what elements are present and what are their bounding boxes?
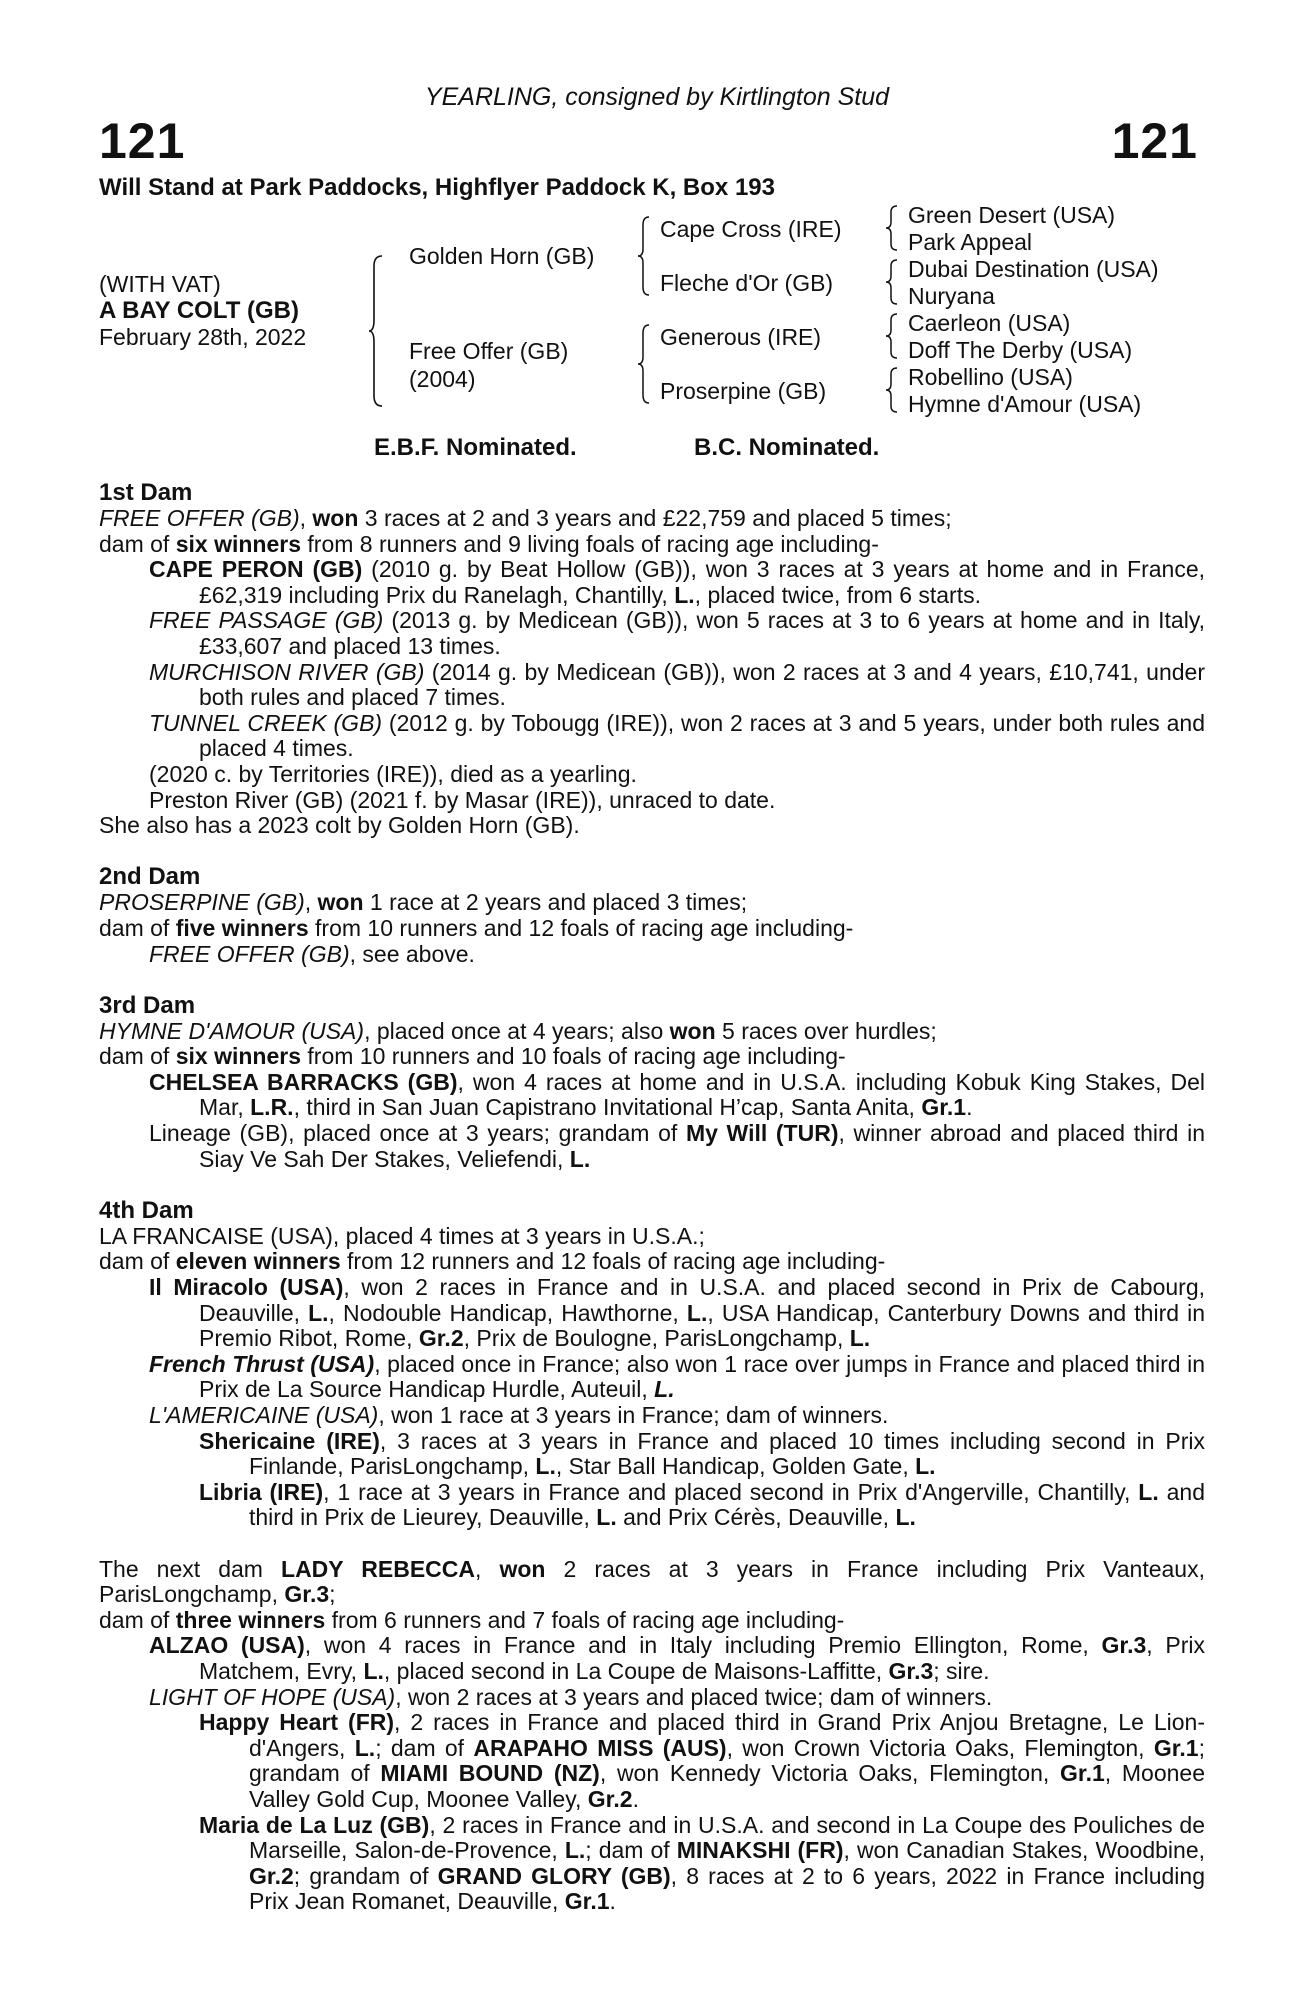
text: 5 races over hurdles; xyxy=(715,1017,937,1044)
text: , Moonee Valley Gold Cup, Moonee Valley, xyxy=(249,1760,1205,1812)
pedigree-ggp-1: Green Desert (USA) xyxy=(908,202,1116,228)
offspring-entry xyxy=(99,942,1205,968)
text: , third in San Juan Capistrano Invitational H’cap, Santa Anita, xyxy=(293,1094,922,1121)
text: L. xyxy=(596,1504,617,1531)
text: MIAMI BOUND (NZ) xyxy=(380,1760,600,1787)
text: . xyxy=(632,1785,639,1812)
dam-name: PROSERPINE (GB) xyxy=(99,889,305,916)
lot-number-right: 121 xyxy=(1111,113,1198,169)
offspring-entry xyxy=(99,608,1205,659)
pedigree-ggp-4: Nuryana xyxy=(908,283,995,309)
text: (2010 g. by Beat Hollow (GB)), won 3 races at 3 years at home and in France, £62,319 including Prix du Ranelagh, Chantilly, xyxy=(199,556,1205,608)
also-note: She also has a 2023 colt by Golden Horn (GB). xyxy=(99,812,580,839)
text: Gr.1 xyxy=(921,1094,967,1121)
text: won xyxy=(669,1017,716,1044)
text: L. xyxy=(654,1376,675,1403)
text: Gr.2 xyxy=(418,1325,464,1352)
text: won xyxy=(317,889,364,916)
text: ARAPAHO MISS (AUS) xyxy=(473,1734,727,1761)
text: ; dam of xyxy=(585,1837,677,1864)
horse-name: A BAY COLT (GB) xyxy=(99,297,300,324)
offspring-entry: Preston River (GB) (2021 f. by Masar (IRE)), unraced to date. xyxy=(149,786,776,813)
text: , won Canadian Stakes, Woodbine, xyxy=(843,1837,1206,1864)
offspring-name: ALZAO (USA) xyxy=(149,1632,305,1659)
text: , Prix Matchem, Evry, xyxy=(199,1632,1205,1684)
offspring-name: Libria (IRE) xyxy=(199,1478,324,1505)
offspring-name: Maria de La Luz (GB) xyxy=(199,1811,430,1838)
offspring-name: Happy Heart (FR) xyxy=(199,1709,395,1736)
text: from 8 runners and 9 living foals of racing age including- xyxy=(301,530,879,557)
text: from 10 runners and 12 foals of racing age including- xyxy=(308,914,854,941)
pedigree-sire-dam: Fleche d'Or (GB) xyxy=(660,270,834,296)
pedigree-brace-icon xyxy=(368,254,384,408)
offspring-name: CHELSEA BARRACKS (GB) xyxy=(149,1068,458,1095)
sire-brace-icon xyxy=(637,215,651,297)
text: ; grandam of xyxy=(293,1862,438,1889)
text: L. xyxy=(849,1325,871,1352)
text: , winner abroad and placed third in Siay Ve Sah Der Stakes, Veliefendi, xyxy=(199,1120,1206,1172)
text: L. xyxy=(308,1299,329,1326)
offspring-name: LIGHT OF HOPE (USA) xyxy=(149,1683,396,1710)
winners-count: six winners xyxy=(175,1043,301,1070)
pedigree-dam-dam: Proserpine (GB) xyxy=(660,378,827,404)
text: , won 4 races in France and in Italy including Premio Ellington, Rome, xyxy=(304,1632,1102,1659)
brace-icon xyxy=(885,366,899,414)
text: , Star Ball Handicap, Golden Gate, xyxy=(555,1453,916,1480)
pedigree-sire: Golden Horn (GB) xyxy=(409,243,595,269)
text: Gr.3 xyxy=(888,1657,934,1684)
text: 2 races at 3 years in France including Prix Vanteaux, ParisLongchamp, xyxy=(99,1555,1205,1608)
pedigree-ggp-5: Caerleon (USA) xyxy=(908,310,1071,336)
text: , Prix de Boulogne, ParisLongchamp, xyxy=(463,1325,850,1352)
text: and third in Prix de Lieurey, Deauville, xyxy=(249,1478,1206,1531)
first-dam-heading: 1st Dam xyxy=(99,479,193,506)
offspring-entry xyxy=(99,1633,1205,1684)
text: , 8 races at 2 to 6 years, 2022 in France including Prix Jean Romanet, Deauville, xyxy=(249,1862,1205,1915)
dam-brace-icon xyxy=(637,323,651,405)
text: 1 race at 2 years and placed 3 times; xyxy=(363,889,748,916)
text: L.R. xyxy=(250,1094,294,1121)
text: , won Crown Victoria Oaks, Flemington, xyxy=(726,1734,1154,1761)
offspring-entry xyxy=(99,557,1205,608)
grand-offspring-entry xyxy=(99,1429,1205,1480)
pedigree-ggp-2: Park Appeal xyxy=(908,229,1033,255)
brace-icon xyxy=(885,204,899,252)
text: L. xyxy=(564,1837,586,1864)
text: (2014 g. by Medicean (GB)), won 2 races at 3 and 4 years, £10,741, under both rules and placed 7 times. xyxy=(199,658,1206,711)
winners-count: six winners xyxy=(175,530,301,557)
offspring-entry xyxy=(99,1070,1205,1121)
grand-offspring-entry xyxy=(99,1480,1205,1531)
stabling-location: Will Stand at Park Paddocks, Highflyer Paddock K, Box 193 xyxy=(99,174,775,201)
text: , won 4 races at home and in U.S.A. including Kobuk King Stakes, Del Mar, xyxy=(199,1068,1205,1121)
text: , see above. xyxy=(349,940,475,967)
text: from 10 runners and 10 foals of racing age including- xyxy=(301,1043,846,1070)
text: Gr.3 xyxy=(284,1581,330,1608)
pedigree-dam-year: (2004) xyxy=(409,366,476,392)
second-dam-section xyxy=(99,864,1205,967)
pedigree-ggp-8: Hymne d'Amour (USA) xyxy=(908,391,1142,417)
vat-note: (WITH VAT) xyxy=(99,271,221,297)
offspring-name: My Will (TUR) xyxy=(685,1120,839,1147)
text: L. xyxy=(569,1145,591,1172)
pedigree-dam: Free Offer (GB) xyxy=(409,338,569,364)
text: L. xyxy=(535,1453,556,1480)
text: Gr.1 xyxy=(1060,1760,1105,1787)
offspring-entry xyxy=(99,1121,1205,1172)
text: ; dam of xyxy=(375,1734,474,1761)
brace-icon xyxy=(885,312,899,360)
text: , 1 race at 3 years in France and placed second in Prix d'Angerville, Chantilly, xyxy=(323,1478,1139,1505)
text: , Nodouble Handicap, Hawthorne, xyxy=(328,1299,687,1326)
text: ; sire. xyxy=(933,1657,990,1684)
text: L. xyxy=(686,1299,708,1326)
text: , placed second in La Coupe de Maisons-Laffitte, xyxy=(383,1657,889,1684)
text: dam of xyxy=(99,1606,176,1633)
foaling-date: February 28th, 2022 xyxy=(99,324,307,350)
consignor-subtitle: YEARLING, consigned by Kirtlington Stud xyxy=(424,83,890,111)
catalogue-body xyxy=(99,480,1205,1915)
dam-name: FREE OFFER (GB) xyxy=(99,505,300,531)
first-dam-section xyxy=(99,480,1205,839)
text: Gr.2 xyxy=(587,1785,633,1812)
text: , won 1 race at 3 years in France; dam of winners. xyxy=(378,1402,889,1428)
text: , xyxy=(299,505,313,531)
winners-count: five winners xyxy=(175,914,309,941)
text: , placed twice, from 6 starts. xyxy=(694,581,981,608)
winners-count: three winners xyxy=(175,1606,326,1633)
offspring-name: FREE PASSAGE (GB) xyxy=(149,607,384,634)
pedigree-ggp-7: Robellino (USA) xyxy=(908,364,1073,390)
text: Gr.1 xyxy=(564,1888,610,1915)
text: ; grandam of xyxy=(249,1734,1205,1787)
offspring-name: L'AMERICAINE (USA) xyxy=(149,1402,379,1428)
text: and Prix Cérès, Deauville, xyxy=(616,1504,896,1531)
offspring-name: MURCHISON RIVER (GB) xyxy=(149,658,425,685)
text: , xyxy=(475,1555,500,1582)
text: . xyxy=(609,1888,616,1915)
offspring-name: CAPE PERON (GB) xyxy=(149,556,363,583)
offspring-entry xyxy=(99,1685,1205,1711)
third-dam-section xyxy=(99,993,1205,1173)
offspring-entry: (2020 c. by Territories (IRE)), died as a yearling. xyxy=(149,760,637,787)
dam-name: LADY REBECCA xyxy=(281,1555,475,1582)
text: Gr.1 xyxy=(1153,1734,1199,1761)
next-dam-section xyxy=(99,1557,1205,1915)
offspring-name: TUNNEL CREEK (GB) xyxy=(149,709,383,736)
text: won xyxy=(312,505,359,531)
fourth-dam-section xyxy=(99,1198,1205,1531)
text: GRAND GLORY (GB) xyxy=(437,1862,671,1889)
text: L. xyxy=(363,1657,384,1684)
text: Lineage (GB), placed once at 3 years; grandam of xyxy=(149,1120,686,1147)
offspring-entry xyxy=(99,1275,1205,1352)
text: dam of xyxy=(99,1043,176,1070)
text: , USA Handicap, Canterbury Downs and third in Premio Ribot, Rome, xyxy=(199,1299,1205,1352)
text: dam of xyxy=(99,530,176,557)
text: , xyxy=(304,889,318,916)
text: ; xyxy=(329,1581,336,1608)
pedigree-ggp-3: Dubai Destination (USA) xyxy=(908,256,1159,282)
text: . xyxy=(966,1094,973,1121)
second-dam-heading: 2nd Dam xyxy=(99,863,201,891)
offspring-name: French Thrust (USA) xyxy=(149,1350,375,1377)
fourth-dam-heading: 4th Dam xyxy=(99,1196,194,1224)
text: , 3 races at 3 years in France and placed 10 times including second in Prix Finlande, ParisLongchamp, xyxy=(249,1427,1205,1480)
text: L. xyxy=(674,581,695,608)
text: , won Kennedy Victoria Oaks, Flemington, xyxy=(599,1760,1061,1787)
brace-icon xyxy=(885,258,899,306)
grand-offspring-entry xyxy=(99,1710,1205,1812)
offspring-entry xyxy=(99,1352,1205,1403)
offspring-entry xyxy=(99,711,1205,762)
text: dam of xyxy=(99,1248,176,1275)
text: L. xyxy=(1138,1478,1159,1505)
text: 3 races at 2 and 3 years and £22,759 and placed 5 times; xyxy=(358,505,952,531)
grand-offspring-entry xyxy=(99,1813,1205,1915)
text: (2012 g. by Tobougg (IRE)), won 2 races at 3 and 5 years, under both rules and placed 4 times. xyxy=(199,709,1205,762)
text: Gr.2 xyxy=(249,1862,294,1889)
text: , won 2 races in France and in U.S.A. and placed second in Prix de Cabourg, Deauville, xyxy=(199,1274,1206,1326)
offspring-name: Shericaine (IRE) xyxy=(199,1427,380,1454)
text: The next dam xyxy=(99,1555,282,1582)
text: L. xyxy=(895,1504,916,1531)
text: dam of xyxy=(99,914,176,941)
pedigree-ggp-6: Doff The Derby (USA) xyxy=(908,337,1133,363)
offspring-name: Il Miracolo (USA) xyxy=(149,1274,344,1301)
third-dam-heading: 3rd Dam xyxy=(99,991,196,1019)
text: L. xyxy=(915,1453,936,1480)
offspring-entry xyxy=(99,1403,1205,1429)
text: won xyxy=(499,1555,546,1582)
offspring-name: FREE OFFER (GB) xyxy=(149,940,350,967)
text: Gr.3 xyxy=(1101,1632,1147,1659)
text: from 12 runners and 12 foals of racing age including- xyxy=(340,1248,886,1275)
text: , placed once in France; also won 1 race over jumps in France and placed third in Prix de La Source Handicap Hurdle, Auteuil, xyxy=(199,1350,1205,1403)
pedigree-dam-sire: Generous (IRE) xyxy=(660,324,822,350)
bc-nomination: B.C. Nominated. xyxy=(694,434,880,461)
text: MINAKSHI (FR) xyxy=(676,1837,844,1864)
dam-name: HYMNE D'AMOUR (USA) xyxy=(99,1017,365,1044)
dam-line: LA FRANCAISE (USA), placed 4 times at 3 years in U.S.A.; xyxy=(99,1222,705,1249)
text: from 6 runners and 7 foals of racing age including- xyxy=(325,1606,845,1633)
text: , 2 races in France and placed third in Grand Prix Anjou Bretagne, Le Lion-d'Angers, xyxy=(249,1709,1205,1761)
text: , 2 races in France and in U.S.A. and second in La Coupe des Pouliches de Marseille, Salon-de-Provence, xyxy=(249,1811,1205,1864)
ebf-nomination: E.B.F. Nominated. xyxy=(374,434,577,461)
text: , placed once at 4 years; also xyxy=(364,1017,670,1044)
text: , won 2 races at 3 years and placed twice; dam of winners. xyxy=(395,1683,993,1710)
offspring-entry xyxy=(99,660,1205,711)
pedigree-sire-sire: Cape Cross (IRE) xyxy=(660,216,842,242)
text: L. xyxy=(354,1734,376,1761)
text: (2013 g. by Medicean (GB)), won 5 races at 3 to 6 years at home and in Italy, £33,607 and placed 13 times. xyxy=(199,607,1205,659)
winners-count: eleven winners xyxy=(175,1248,341,1275)
lot-number-left: 121 xyxy=(99,113,186,169)
